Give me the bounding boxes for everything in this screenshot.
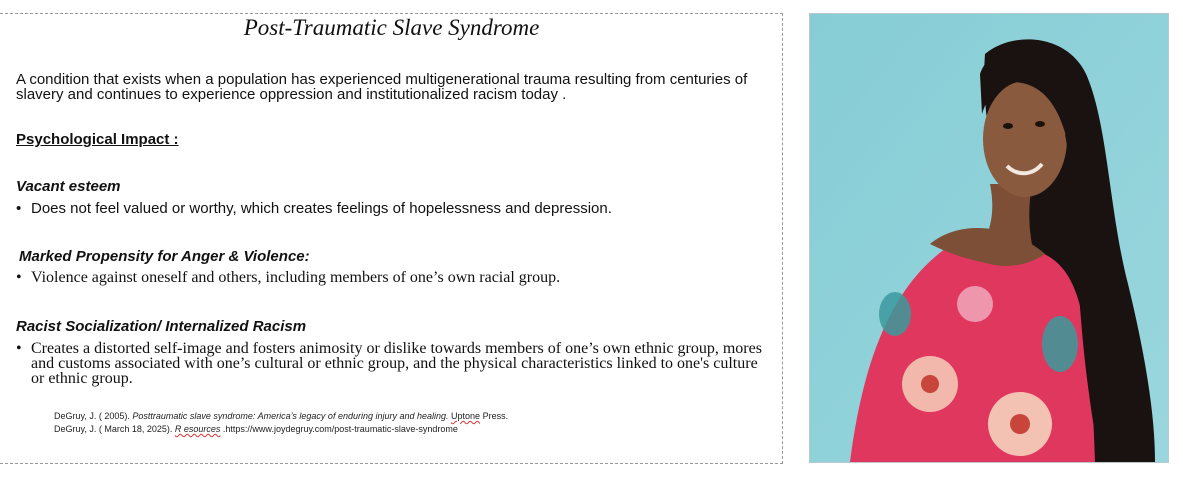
bullet-marker: • — [16, 340, 22, 357]
slide-title: Post-Traumatic Slave Syndrome — [243, 15, 540, 40]
left-eye-shape — [1003, 123, 1013, 129]
bullet-text: Does not feel valued or worthy, which creates feelings of hopelessness and depression. — [31, 200, 612, 217]
right-eye-shape — [1035, 121, 1045, 127]
bullet-text: Creates a distorted self-image and fosters animosity or dislike towards members of one’s own ethnic group, mores and customs associated with one’s cultural or ethnic group, and the physical characteristics linked to one's culture or ethnic group. — [31, 340, 762, 387]
section-heading: Psychological Impact : — [16, 131, 179, 148]
flower-shape — [957, 286, 993, 322]
portrait-illustration — [810, 14, 1168, 462]
slide-text-panel — [0, 13, 783, 464]
flower-center-shape — [1010, 414, 1030, 434]
bullet-text: Violence against oneself and others, including members of one’s own racial group. — [31, 269, 561, 286]
bullet-marker: • — [16, 200, 22, 217]
bullet-vacant-esteem — [16, 202, 771, 216]
leaf-shape — [1042, 316, 1078, 372]
bullet-racist-socialization — [16, 341, 771, 386]
bullet-anger-violence — [16, 271, 771, 285]
item-heading-vacant-esteem: Vacant esteem — [16, 178, 121, 195]
bullet-marker: • — [16, 269, 22, 286]
references — [54, 410, 508, 436]
item-heading-anger-violence: Marked Propensity for Anger & Violence: — [19, 248, 310, 265]
flower-center-shape — [921, 375, 939, 393]
reference-2: DeGruy, J. ( March 18, 2025). R esources .https://www.joydegruy.com/post-traumatic-slave-syndrome — [54, 424, 458, 434]
reference-1: DeGruy, J. ( 2005). Posttraumatic slave syndrome: America’s legacy of enduring injury and healing. Uptone Press. — [54, 411, 509, 421]
leaf-shape — [879, 292, 911, 336]
definition-text: A condition that exists when a population has experienced multigenerational trauma resulting from centuries of slavery and continues to experience oppression and institutionalized racism today . — [16, 71, 748, 103]
portrait-photo — [809, 13, 1169, 463]
item-heading-racist-socialization: Racist Socialization/ Internalized Racism — [16, 318, 307, 335]
